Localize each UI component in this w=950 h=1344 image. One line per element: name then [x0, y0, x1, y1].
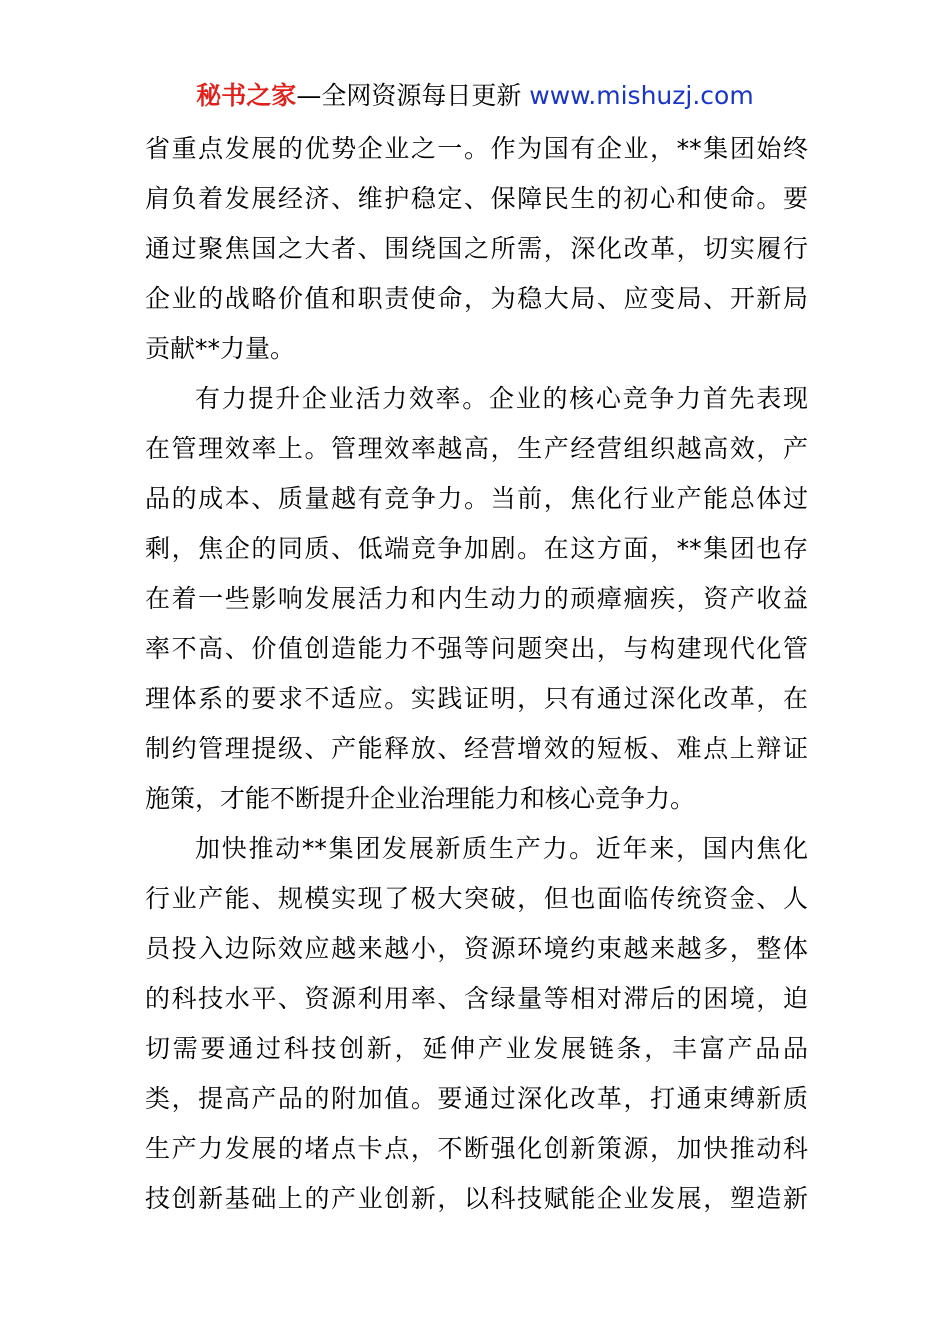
- paragraph-first-line: 加快推动**集团发展新质生产力。近年来，国内焦化: [195, 834, 808, 863]
- document-body: [145, 124, 808, 1224]
- text-line: 在着一些影响发展活力和内生动力的顽瘴痼疾，资产收益: [145, 584, 808, 613]
- site-brand: 秘书之家: [196, 81, 297, 110]
- text-line: 肩负着发展经济、维护稳定、保障民生的初心和使命。要: [145, 184, 808, 213]
- text-line: 生产力发展的堵点卡点，不断强化创新策源，加快推动科: [145, 1134, 808, 1163]
- text-line: 剩，焦企的同质、低端竞争加剧。在这方面，**集团也存: [145, 534, 808, 563]
- text-line: 行业产能、规模实现了极大突破，但也面临传统资金、人: [145, 884, 808, 913]
- text-line: 的科技水平、资源利用率、含绿量等相对滞后的困境，迫: [145, 984, 808, 1013]
- text-line: 切需要通过科技创新，延伸产业发展链条，丰富产品品: [145, 1034, 808, 1063]
- text-line: 类，提高产品的附加值。要通过深化改革，打通束缚新质: [145, 1084, 808, 1113]
- text-line: 贡献**力量。: [145, 334, 296, 363]
- text-line: 省重点发展的优势企业之一。作为国有企业，**集团始终: [145, 134, 808, 163]
- text-line: 企业的战略价值和职责使命，为稳大局、应变局、开新局: [145, 284, 808, 313]
- text-line: 员投入边际效应越来越小，资源环境约束越来越多，整体: [145, 934, 808, 963]
- text-line: 技创新基础上的产业创新，以科技赋能企业发展，塑造新: [145, 1184, 808, 1213]
- text-line: 品的成本、质量越有竞争力。当前，焦化行业产能总体过: [145, 484, 808, 513]
- text-line: 制约管理提级、产能释放、经营增效的短板、难点上辩证: [145, 734, 808, 763]
- paragraph-first-line: 有力提升企业活力效率。企业的核心竞争力首先表现: [195, 384, 808, 413]
- text-line: 理体系的要求不适应。实践证明，只有通过深化改革，在: [145, 684, 808, 713]
- site-url-link[interactable]: www.mishuzj.com: [529, 81, 754, 110]
- text-line: 通过聚焦国之大者、围绕国之所需，深化改革，切实履行: [145, 234, 808, 263]
- site-tagline: —全网资源每日更新: [296, 81, 530, 110]
- text-line: 在管理效率上。管理效率越高，生产经营组织越高效，产: [145, 434, 808, 463]
- text-line: 率不高、价值创造能力不强等问题突出，与构建现代化管: [145, 634, 808, 663]
- site-header: [0, 80, 950, 112]
- text-line: 施策，才能不断提升企业治理能力和核心竞争力。: [145, 784, 696, 813]
